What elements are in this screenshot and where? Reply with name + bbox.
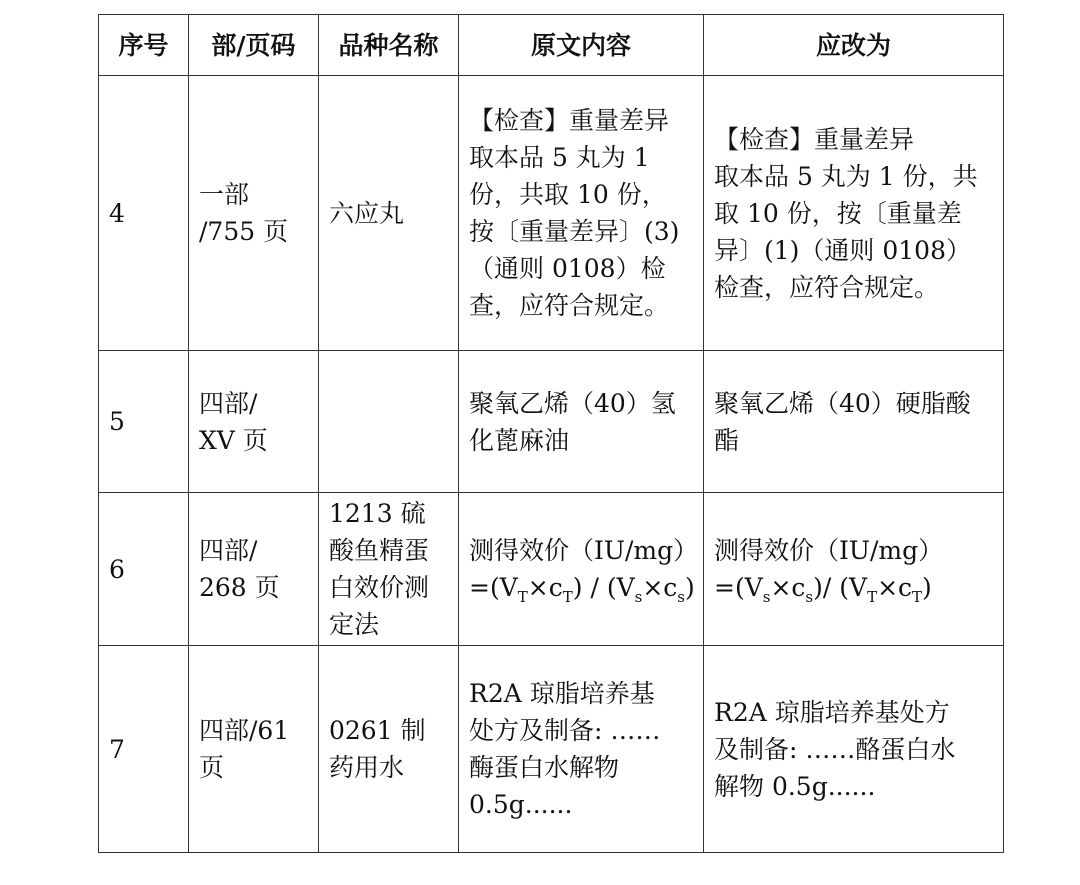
cell-original: 聚氧乙烯（40）氢 化蓖麻油 (459, 351, 704, 493)
cell-part-page: 四部/ 268 页 (189, 493, 319, 646)
cell-seq: 7 (99, 646, 189, 853)
cell-corrected: 聚氧乙烯（40）硬脂酸 酯 (704, 351, 1004, 493)
cell-part-page: 一部 /755 页 (189, 76, 319, 351)
header-original: 原文内容 (459, 15, 704, 76)
header-name: 品种名称 (319, 15, 459, 76)
cell-name: 六应丸 (319, 76, 459, 351)
cell-seq: 6 (99, 493, 189, 646)
errata-table (98, 14, 1004, 853)
cell-corrected: 【检查】重量差异 取本品 5 丸为 1 份，共 取 10 份，按〔重量差 异〕(1)（通则 0108） 检查，应符合规定。 (704, 76, 1004, 351)
header-part-page: 部/页码 (189, 15, 319, 76)
cell-part-page: 四部/ XV 页 (189, 351, 319, 493)
cell-name: 1213 硫 酸鱼精蛋 白效价测 定法 (319, 493, 459, 646)
cell-name (319, 351, 459, 493)
cell-seq: 5 (99, 351, 189, 493)
potency-formula: $=(V_T\times c_T) / (V_s\times c_s)$ (469, 573, 695, 606)
cell-seq: 4 (99, 76, 189, 351)
cell-part-page: 四部/61 页 (189, 646, 319, 853)
cell-corrected: R2A 琼脂培养基处方 及制备: ……酪蛋白水 解物 0.5g...... (704, 646, 1004, 853)
cell-name: 0261 制 药用水 (319, 646, 459, 853)
table-row (99, 493, 1004, 646)
table-row (99, 351, 1004, 493)
cell-original: 【检查】重量差异 取本品 5 丸为 1 份，共取 10 份， 按〔重量差异〕(3) （通则 0108）检 查，应符合规定。 (459, 76, 704, 351)
cell-corrected: 测得效价（IU/mg） $=(V_s\times c_s)/$ $(V_T\times c_T)$ (704, 493, 1004, 646)
potency-formula: $=(V_s\times c_s)/$ $(V_T\times c_T)$ (714, 573, 932, 606)
cell-original: R2A 琼脂培养基 处方及制备: …… 酶蛋白水解物 0.5g...... (459, 646, 704, 853)
table-row (99, 646, 1004, 853)
header-corrected: 应改为 (704, 15, 1004, 76)
header-seq: 序号 (99, 15, 189, 76)
cell-original: 测得效价（IU/mg） $=(V_T\times c_T) / (V_s\times c_s)$ (459, 493, 704, 646)
table-row (99, 76, 1004, 351)
table-header-row (99, 15, 1004, 76)
